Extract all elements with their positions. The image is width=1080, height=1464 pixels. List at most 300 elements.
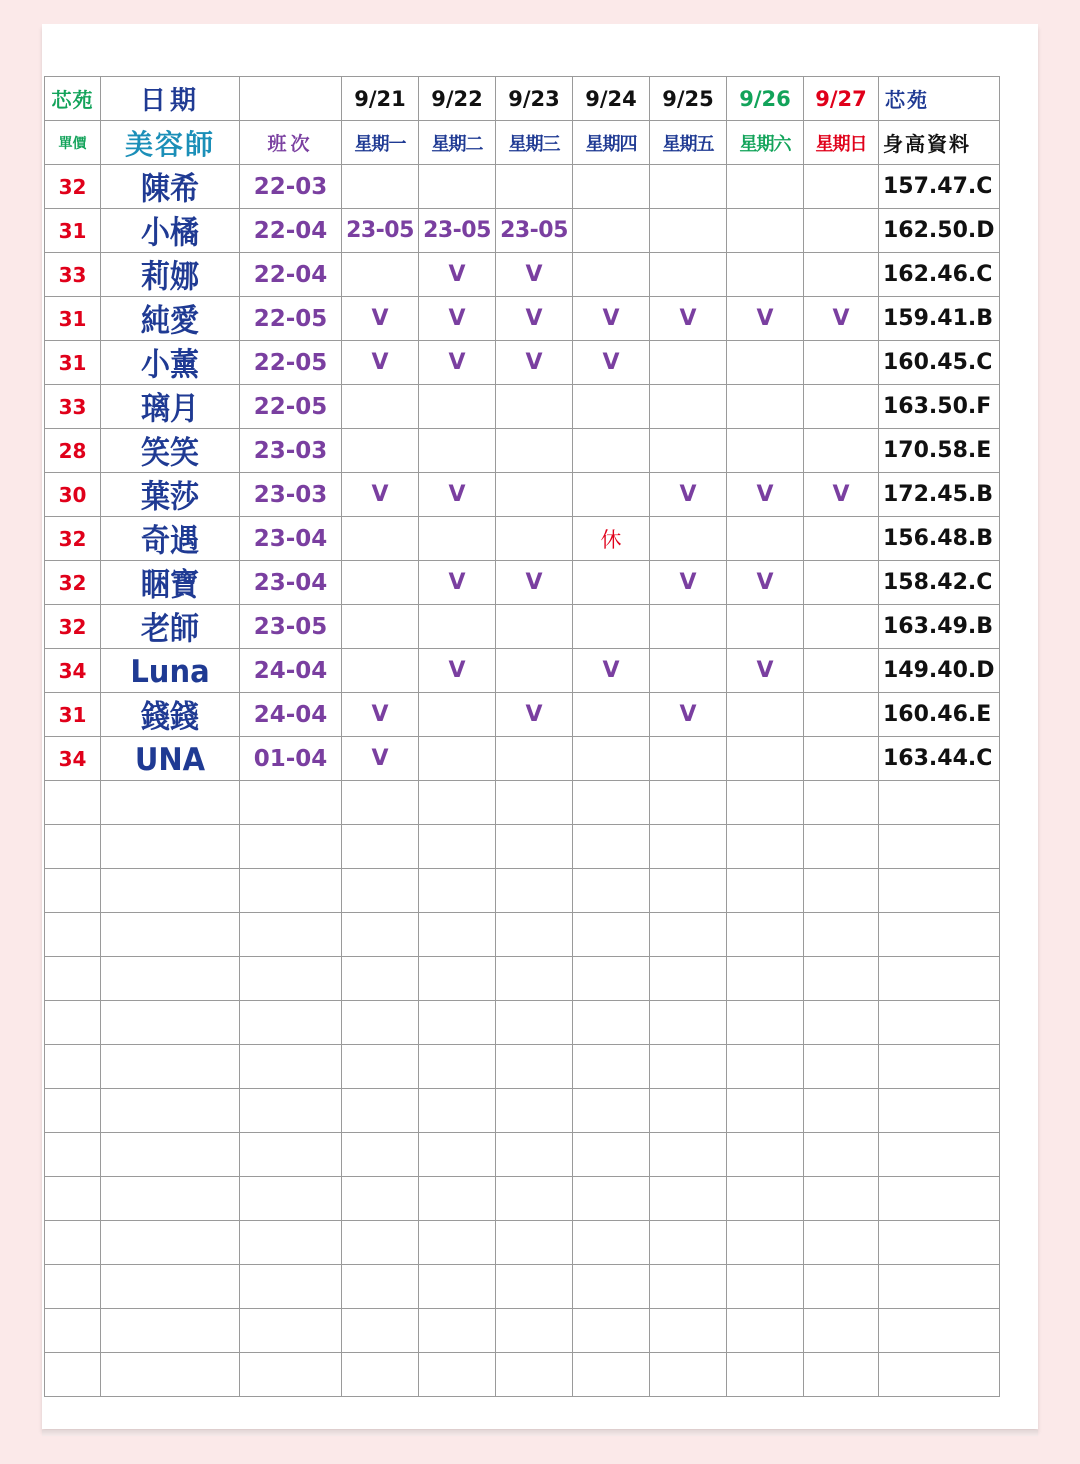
empty-cell	[342, 869, 419, 913]
empty-cell	[45, 1265, 101, 1309]
empty-cell	[879, 825, 1000, 869]
empty-cell	[650, 1001, 727, 1045]
empty-cell	[45, 781, 101, 825]
height-data-cell: 160.46.E	[879, 693, 1000, 737]
empty-cell	[573, 1221, 650, 1265]
unit-price-cell: 31	[45, 209, 101, 253]
beautician-name-cell	[101, 605, 240, 649]
empty-cell	[727, 1133, 804, 1177]
empty-cell	[727, 1089, 804, 1133]
schedule-cell: V	[573, 341, 650, 385]
empty-cell	[496, 1133, 573, 1177]
empty-cell	[101, 1353, 240, 1397]
table-row	[45, 649, 1000, 693]
empty-row	[45, 1001, 1000, 1045]
empty-cell	[573, 1133, 650, 1177]
empty-cell	[879, 957, 1000, 1001]
schedule-cell	[650, 165, 727, 209]
schedule-cell: 23-05	[496, 209, 573, 253]
shift-cell: 23-04	[240, 561, 342, 605]
unit-price-cell: 34	[45, 649, 101, 693]
height-data-cell: 170.58.E	[879, 429, 1000, 473]
empty-cell	[240, 825, 342, 869]
schedule-cell	[496, 649, 573, 693]
empty-cell	[240, 957, 342, 1001]
date-label: 日期	[101, 77, 240, 121]
empty-cell	[650, 1221, 727, 1265]
empty-cell	[342, 825, 419, 869]
empty-cell	[342, 913, 419, 957]
table-row	[45, 253, 1000, 297]
empty-cell	[240, 1133, 342, 1177]
empty-cell	[240, 1177, 342, 1221]
empty-cell	[240, 1001, 342, 1045]
empty-cell	[101, 1177, 240, 1221]
empty-cell	[45, 869, 101, 913]
schedule-sheet	[42, 24, 1038, 1429]
date-cell: 9/23	[496, 77, 573, 121]
empty-cell	[804, 1177, 879, 1221]
schedule-cell	[650, 517, 727, 561]
empty-cell	[45, 1133, 101, 1177]
empty-cell	[342, 1133, 419, 1177]
empty-cell	[804, 1309, 879, 1353]
schedule-cell: V	[496, 253, 573, 297]
shift-cell: 23-05	[240, 605, 342, 649]
empty-cell	[45, 913, 101, 957]
empty-cell	[727, 825, 804, 869]
empty-cell	[342, 1045, 419, 1089]
schedule-cell	[650, 385, 727, 429]
beautician-name: 笑笑	[140, 433, 199, 471]
empty-cell	[496, 1265, 573, 1309]
unit-price-label: 單價	[45, 121, 101, 165]
empty-cell	[573, 1309, 650, 1353]
schedule-cell	[342, 253, 419, 297]
empty-cell	[101, 1309, 240, 1353]
empty-row	[45, 825, 1000, 869]
height-data-cell: 160.45.C	[879, 341, 1000, 385]
schedule-cell	[342, 429, 419, 473]
empty-cell	[45, 1309, 101, 1353]
schedule-cell	[727, 341, 804, 385]
empty-cell	[879, 913, 1000, 957]
empty-cell	[342, 957, 419, 1001]
shift-label: 班次	[240, 121, 342, 165]
empty-cell	[101, 869, 240, 913]
empty-row	[45, 1089, 1000, 1133]
schedule-cell	[804, 209, 879, 253]
date-cell-sunday: 9/27	[804, 77, 879, 121]
empty-cell	[342, 1001, 419, 1045]
weekday-cell: 星期二	[419, 121, 496, 165]
schedule-cell	[496, 605, 573, 649]
unit-price-cell: 32	[45, 605, 101, 649]
schedule-cell	[573, 693, 650, 737]
empty-cell	[650, 913, 727, 957]
unit-price-cell: 33	[45, 253, 101, 297]
beautician-name: 老師	[140, 609, 199, 647]
schedule-cell	[804, 253, 879, 297]
empty-cell	[342, 1177, 419, 1221]
weekday-cell-sunday: 星期日	[804, 121, 879, 165]
empty-cell	[727, 913, 804, 957]
schedule-cell: V	[419, 649, 496, 693]
empty-cell	[650, 869, 727, 913]
beautician-label: 美容師	[101, 121, 240, 165]
schedule-cell: V	[573, 297, 650, 341]
shift-cell: 23-03	[240, 429, 342, 473]
schedule-cell	[496, 429, 573, 473]
schedule-cell	[727, 693, 804, 737]
empty-cell	[804, 957, 879, 1001]
empty-row	[45, 1133, 1000, 1177]
empty-cell	[727, 869, 804, 913]
height-data-cell: 159.41.B	[879, 297, 1000, 341]
empty-cell	[45, 1089, 101, 1133]
sheet-shadow	[42, 1430, 1038, 1436]
empty-cell	[879, 1265, 1000, 1309]
empty-cell	[419, 913, 496, 957]
schedule-cell: V	[342, 737, 419, 781]
empty-cell	[879, 1133, 1000, 1177]
empty-cell	[419, 1353, 496, 1397]
schedule-cell: V	[342, 473, 419, 517]
empty-cell	[101, 913, 240, 957]
schedule-cell	[650, 209, 727, 253]
beautician-name-cell	[101, 253, 240, 297]
schedule-cell	[804, 561, 879, 605]
empty-cell	[240, 1265, 342, 1309]
schedule-cell	[804, 737, 879, 781]
empty-cell	[727, 957, 804, 1001]
beautician-name: UNA	[134, 740, 206, 777]
empty-row	[45, 1309, 1000, 1353]
empty-cell	[650, 1309, 727, 1353]
weekday-cell: 星期三	[496, 121, 573, 165]
empty-cell	[419, 1265, 496, 1309]
shift-cell: 24-04	[240, 649, 342, 693]
empty-cell	[573, 913, 650, 957]
schedule-cell: V	[727, 473, 804, 517]
empty-cell	[727, 1177, 804, 1221]
empty-cell	[101, 781, 240, 825]
empty-cell	[573, 1353, 650, 1397]
schedule-cell	[804, 429, 879, 473]
beautician-name-cell	[101, 297, 240, 341]
schedule-cell	[573, 605, 650, 649]
schedule-cell: 休	[573, 517, 650, 561]
empty-row	[45, 957, 1000, 1001]
beautician-name: 璃月	[140, 389, 199, 427]
empty-cell	[727, 1221, 804, 1265]
shift-header-blank	[240, 77, 342, 121]
table-row	[45, 429, 1000, 473]
empty-cell	[879, 1177, 1000, 1221]
empty-row	[45, 1221, 1000, 1265]
empty-cell	[727, 781, 804, 825]
empty-cell	[879, 1001, 1000, 1045]
schedule-cell	[496, 517, 573, 561]
schedule-cell: V	[496, 297, 573, 341]
schedule-cell: V	[727, 561, 804, 605]
empty-cell	[496, 1045, 573, 1089]
empty-cell	[45, 1177, 101, 1221]
empty-cell	[727, 1001, 804, 1045]
schedule-cell: 23-05	[419, 209, 496, 253]
schedule-cell	[573, 737, 650, 781]
schedule-cell	[804, 605, 879, 649]
schedule-cell: V	[804, 297, 879, 341]
schedule-cell: V	[650, 693, 727, 737]
table-row	[45, 737, 1000, 781]
shift-cell: 23-03	[240, 473, 342, 517]
empty-cell	[240, 1045, 342, 1089]
header-row-labels	[45, 121, 1000, 165]
schedule-cell	[573, 253, 650, 297]
empty-cell	[45, 1353, 101, 1397]
empty-cell	[650, 1045, 727, 1089]
beautician-name-cell	[101, 561, 240, 605]
schedule-cell	[650, 737, 727, 781]
empty-cell	[804, 1089, 879, 1133]
empty-row	[45, 1045, 1000, 1089]
empty-cell	[419, 825, 496, 869]
empty-cell	[879, 781, 1000, 825]
schedule-cell	[496, 473, 573, 517]
schedule-cell	[650, 429, 727, 473]
empty-cell	[496, 1001, 573, 1045]
schedule-cell	[419, 429, 496, 473]
schedule-cell	[419, 517, 496, 561]
empty-cell	[804, 1045, 879, 1089]
empty-cell	[101, 1089, 240, 1133]
unit-price-cell: 34	[45, 737, 101, 781]
empty-cell	[804, 1001, 879, 1045]
empty-cell	[45, 1001, 101, 1045]
schedule-cell	[342, 649, 419, 693]
empty-cell	[804, 1265, 879, 1309]
shift-cell: 22-05	[240, 341, 342, 385]
empty-cell	[496, 825, 573, 869]
empty-cell	[419, 957, 496, 1001]
empty-cell	[419, 1045, 496, 1089]
schedule-cell	[573, 561, 650, 605]
empty-cell	[240, 869, 342, 913]
schedule-cell	[342, 165, 419, 209]
unit-price-cell: 30	[45, 473, 101, 517]
schedule-cell	[650, 605, 727, 649]
empty-cell	[342, 1265, 419, 1309]
schedule-cell	[342, 517, 419, 561]
empty-cell	[573, 1089, 650, 1133]
schedule-cell: V	[496, 693, 573, 737]
empty-cell	[101, 1221, 240, 1265]
table-row	[45, 517, 1000, 561]
height-data-cell: 163.44.C	[879, 737, 1000, 781]
empty-cell	[879, 1221, 1000, 1265]
beautician-name-cell	[101, 429, 240, 473]
schedule-cell	[727, 517, 804, 561]
empty-cell	[573, 781, 650, 825]
empty-cell	[650, 825, 727, 869]
empty-cell	[342, 1353, 419, 1397]
empty-cell	[650, 1177, 727, 1221]
schedule-cell: V	[573, 649, 650, 693]
empty-cell	[419, 1001, 496, 1045]
empty-cell	[419, 869, 496, 913]
empty-cell	[101, 957, 240, 1001]
empty-cell	[727, 1265, 804, 1309]
schedule-cell	[419, 693, 496, 737]
empty-cell	[496, 1177, 573, 1221]
empty-cell	[496, 1353, 573, 1397]
empty-cell	[101, 1001, 240, 1045]
empty-cell	[573, 869, 650, 913]
empty-cell	[101, 1133, 240, 1177]
empty-cell	[240, 781, 342, 825]
empty-cell	[879, 1353, 1000, 1397]
empty-cell	[804, 913, 879, 957]
table-row	[45, 209, 1000, 253]
unit-price-cell: 31	[45, 341, 101, 385]
unit-price-cell: 33	[45, 385, 101, 429]
empty-cell	[573, 1265, 650, 1309]
schedule-cell	[650, 649, 727, 693]
empty-cell	[240, 1089, 342, 1133]
schedule-cell	[804, 693, 879, 737]
empty-cell	[419, 1177, 496, 1221]
schedule-cell: V	[496, 341, 573, 385]
schedule-cell: V	[650, 473, 727, 517]
schedule-cell	[727, 429, 804, 473]
beautician-name-cell	[101, 341, 240, 385]
empty-row	[45, 781, 1000, 825]
shift-cell: 22-04	[240, 253, 342, 297]
empty-cell	[804, 1221, 879, 1265]
empty-cell	[419, 1089, 496, 1133]
empty-cell	[496, 1089, 573, 1133]
empty-cell	[240, 913, 342, 957]
empty-cell	[496, 913, 573, 957]
schedule-cell: V	[419, 297, 496, 341]
schedule-cell: V	[342, 297, 419, 341]
empty-cell	[101, 1265, 240, 1309]
schedule-cell: V	[342, 341, 419, 385]
empty-cell	[727, 1045, 804, 1089]
schedule-cell	[727, 385, 804, 429]
schedule-cell	[342, 561, 419, 605]
schedule-cell: 23-05	[342, 209, 419, 253]
empty-cell	[650, 1265, 727, 1309]
empty-cell	[804, 869, 879, 913]
empty-cell	[342, 1309, 419, 1353]
unit-price-cell: 32	[45, 561, 101, 605]
empty-cell	[573, 825, 650, 869]
brand-left: 芯苑	[45, 77, 101, 121]
schedule-cell	[419, 605, 496, 649]
schedule-cell: V	[342, 693, 419, 737]
table-row	[45, 693, 1000, 737]
schedule-cell	[496, 165, 573, 209]
beautician-name: 莉娜	[140, 257, 199, 295]
schedule-table	[44, 76, 1000, 1397]
empty-cell	[573, 957, 650, 1001]
empty-cell	[879, 1309, 1000, 1353]
schedule-cell	[573, 429, 650, 473]
schedule-cell	[804, 341, 879, 385]
height-data-cell: 163.50.F	[879, 385, 1000, 429]
beautician-name-cell	[101, 693, 240, 737]
beautician-name-cell	[101, 473, 240, 517]
empty-cell	[45, 1221, 101, 1265]
table-row	[45, 165, 1000, 209]
empty-cell	[342, 1221, 419, 1265]
empty-row	[45, 1265, 1000, 1309]
beautician-name: 純愛	[140, 301, 199, 339]
height-data-label: 身高資料	[879, 121, 1000, 165]
height-data-cell: 162.46.C	[879, 253, 1000, 297]
schedule-cell: V	[650, 297, 727, 341]
beautician-name: 錢錢	[140, 697, 199, 735]
schedule-cell	[804, 517, 879, 561]
empty-cell	[727, 1353, 804, 1397]
empty-cell	[419, 781, 496, 825]
shift-cell: 22-05	[240, 385, 342, 429]
table-row	[45, 473, 1000, 517]
empty-cell	[101, 1045, 240, 1089]
empty-cell	[804, 1353, 879, 1397]
empty-cell	[496, 1221, 573, 1265]
empty-cell	[45, 957, 101, 1001]
empty-cell	[45, 825, 101, 869]
schedule-cell: V	[727, 297, 804, 341]
empty-cell	[650, 781, 727, 825]
beautician-name: 陳希	[140, 169, 199, 207]
unit-price-cell: 28	[45, 429, 101, 473]
height-data-cell: 172.45.B	[879, 473, 1000, 517]
empty-cell	[101, 825, 240, 869]
date-cell: 9/21	[342, 77, 419, 121]
beautician-name: Luna	[130, 652, 210, 689]
schedule-cell: V	[419, 473, 496, 517]
empty-cell	[650, 957, 727, 1001]
empty-cell	[496, 869, 573, 913]
empty-cell	[573, 1177, 650, 1221]
schedule-cell	[496, 385, 573, 429]
weekday-cell: 星期五	[650, 121, 727, 165]
date-cell: 9/25	[650, 77, 727, 121]
schedule-cell	[573, 209, 650, 253]
shift-cell: 24-04	[240, 693, 342, 737]
schedule-cell: V	[650, 561, 727, 605]
schedule-cell	[573, 473, 650, 517]
empty-cell	[650, 1089, 727, 1133]
schedule-cell	[804, 649, 879, 693]
date-cell-saturday: 9/26	[727, 77, 804, 121]
empty-cell	[650, 1353, 727, 1397]
schedule-cell	[573, 385, 650, 429]
beautician-name: 小橘	[140, 213, 199, 251]
empty-cell	[240, 1309, 342, 1353]
height-data-cell: 157.47.C	[879, 165, 1000, 209]
empty-cell	[419, 1309, 496, 1353]
date-cell: 9/22	[419, 77, 496, 121]
unit-price-cell: 32	[45, 517, 101, 561]
schedule-cell	[419, 385, 496, 429]
schedule-cell	[804, 385, 879, 429]
empty-cell	[804, 825, 879, 869]
